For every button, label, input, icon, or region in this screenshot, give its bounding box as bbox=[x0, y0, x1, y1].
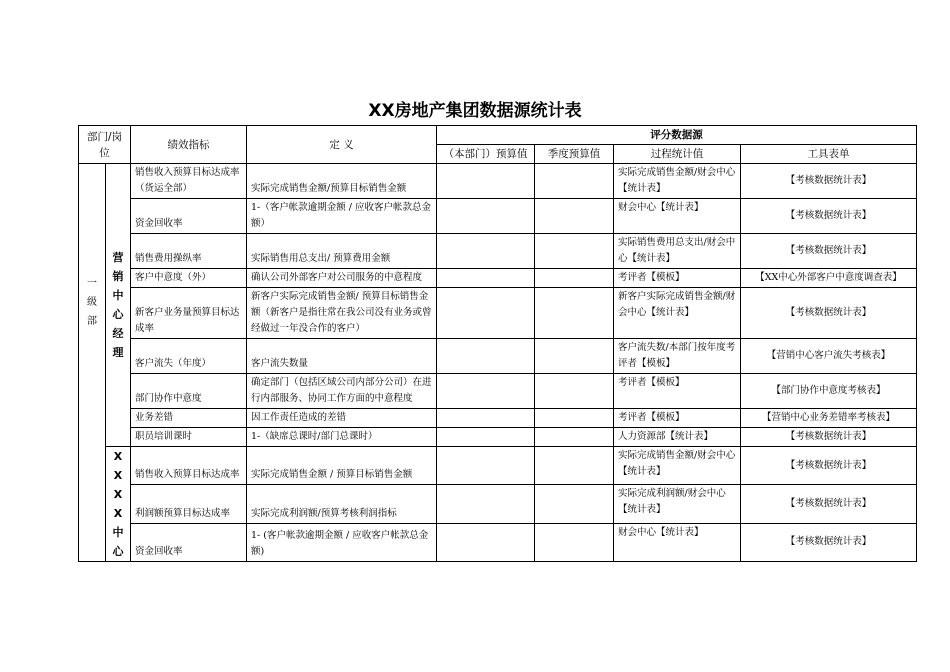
vertical-char: 营 bbox=[112, 251, 124, 264]
tool-cell: 【营销中心客户流失考核表】 bbox=[741, 339, 917, 374]
quarter-budget-cell bbox=[535, 447, 614, 485]
budget-cell bbox=[437, 485, 535, 523]
definition-cell: 1- (客户帐款逾期金额 / 应收客户帐款总金额) bbox=[247, 523, 437, 561]
process-stat-cell: 实际销售费用总支出/财会中心【统计表】 bbox=[614, 234, 741, 269]
vertical-char: 销 bbox=[112, 270, 124, 283]
header-budget: （本部门）预算值 bbox=[437, 145, 535, 164]
header-dept: 部门/岗位 bbox=[79, 126, 131, 164]
tool-cell: 【考核数据统计表】 bbox=[741, 199, 917, 234]
budget-cell bbox=[437, 234, 535, 269]
table-row bbox=[79, 199, 917, 234]
budget-cell bbox=[437, 339, 535, 374]
table-row bbox=[79, 409, 917, 428]
tool-cell: 【考核数据统计表】 bbox=[741, 428, 917, 447]
tool-cell: 【部门协作中意度考核表】 bbox=[741, 374, 917, 409]
indicator-cell: 销售费用操纵率 bbox=[131, 234, 247, 269]
indicator-cell: 职员培训课时 bbox=[131, 428, 247, 447]
quarter-budget-cell bbox=[535, 288, 614, 339]
table-row bbox=[79, 269, 917, 288]
quarter-budget-cell bbox=[535, 523, 614, 561]
vertical-char: 部 bbox=[87, 316, 97, 327]
budget-cell bbox=[437, 447, 535, 485]
definition-cell: 实际完成销售金额 / 预算目标销售金额 bbox=[247, 447, 437, 485]
quarter-budget-cell bbox=[535, 409, 614, 428]
budget-cell bbox=[437, 409, 535, 428]
definition-cell: 新客户实际完成销售金额/ 预算目标销售金额（新客户是指往常在我公司没有业务或曾经做过一年没合作的客户） bbox=[247, 288, 437, 339]
vertical-char: X bbox=[113, 507, 123, 520]
header-source-group: 评分数据源 bbox=[437, 126, 917, 145]
vertical-char: 中 bbox=[112, 526, 124, 539]
quarter-budget-cell bbox=[535, 234, 614, 269]
budget-cell bbox=[437, 164, 535, 199]
budget-cell bbox=[437, 199, 535, 234]
quarter-budget-cell bbox=[535, 428, 614, 447]
definition-cell: 实际完成利润额/预算考核利润指标 bbox=[247, 485, 437, 523]
process-stat-cell: 财会中心【统计表】 bbox=[614, 199, 741, 234]
definition-cell: 确定部门（包括区域公司内部分公司）在进行内部服务、协同工作方面的中意程度 bbox=[247, 374, 437, 409]
quarter-budget-cell bbox=[535, 199, 614, 234]
indicator-cell: 销售收入预算目标达成率（货运全部） bbox=[131, 164, 247, 199]
definition-cell: 实际完成销售金额/预算目标销售金额 bbox=[247, 164, 437, 199]
table-row bbox=[79, 428, 917, 447]
tool-cell: 【考核数据统计表】 bbox=[741, 485, 917, 523]
definition-cell: 实际销售用总支出/ 预算费用金额 bbox=[247, 234, 437, 269]
vertical-char: 心 bbox=[112, 308, 124, 321]
process-stat-cell: 财会中心【统计表】 bbox=[614, 523, 741, 561]
vertical-char: X bbox=[113, 450, 123, 463]
vertical-char: 心 bbox=[112, 545, 124, 558]
header-process-stat: 过程统计值 bbox=[614, 145, 741, 164]
tool-cell: 【考核数据统计表】 bbox=[741, 164, 917, 199]
indicator-cell: 部门协作中意度 bbox=[131, 374, 247, 409]
table-row bbox=[79, 288, 917, 339]
sub-dept-xx-cell bbox=[106, 447, 131, 562]
indicator-cell: 资金回收率 bbox=[131, 523, 247, 561]
vertical-char: 中 bbox=[112, 289, 124, 302]
data-source-table bbox=[78, 125, 917, 562]
indicator-cell: 资金回收率 bbox=[131, 199, 247, 234]
table-row bbox=[79, 339, 917, 374]
quarter-budget-cell bbox=[535, 485, 614, 523]
indicator-cell: 业务差错 bbox=[131, 409, 247, 428]
definition-cell: 1-（缺席总课时/部门总课时） bbox=[247, 428, 437, 447]
table-row bbox=[79, 164, 917, 199]
sub-dept-sales-cell bbox=[106, 164, 131, 447]
sub-dept-sales-label bbox=[106, 248, 130, 362]
tool-cell: 【考核数据统计表】 bbox=[741, 234, 917, 269]
header-indicator: 绩效指标 bbox=[131, 126, 247, 164]
budget-cell bbox=[437, 523, 535, 561]
table-row bbox=[79, 485, 917, 523]
vertical-char: X bbox=[113, 469, 123, 482]
dept-cell bbox=[79, 164, 106, 562]
quarter-budget-cell bbox=[535, 339, 614, 374]
tool-cell: 【考核数据统计表】 bbox=[741, 447, 917, 485]
vertical-char: X bbox=[113, 488, 123, 501]
tool-cell: 【考核数据统计表】 bbox=[741, 523, 917, 561]
process-stat-cell: 考评者【模板】 bbox=[614, 374, 741, 409]
budget-cell bbox=[437, 269, 535, 288]
quarter-budget-cell bbox=[535, 374, 614, 409]
header-definition: 定 义 bbox=[247, 126, 437, 164]
vertical-char: 级 bbox=[87, 297, 97, 308]
vertical-char: 一 bbox=[87, 278, 97, 289]
tool-cell: 【考核数据统计表】 bbox=[741, 288, 917, 339]
vertical-char: 理 bbox=[112, 346, 124, 359]
process-stat-cell: 实际完成销售金额/财会中心【统计表】 bbox=[614, 447, 741, 485]
indicator-cell: 客户流失（年度） bbox=[131, 339, 247, 374]
process-stat-cell: 人力资源部【统计表】 bbox=[614, 428, 741, 447]
budget-cell bbox=[437, 288, 535, 339]
sub-dept-xx-label bbox=[106, 447, 130, 561]
tool-cell: 【XX中心外部客户中意度调查表】 bbox=[741, 269, 917, 288]
process-stat-cell: 新客户实际完成销售金额/财会中心【统计表】 bbox=[614, 288, 741, 339]
dept-label bbox=[79, 274, 105, 331]
process-stat-cell: 考评者【模板】 bbox=[614, 269, 741, 288]
vertical-char: 经 bbox=[112, 327, 124, 340]
table-row bbox=[79, 374, 917, 409]
indicator-cell: 客户中意度（外） bbox=[131, 269, 247, 288]
definition-cell: 因工作责任造成的差错 bbox=[247, 409, 437, 428]
process-stat-cell: 客户流失数/本部门按年度考评者【模板】 bbox=[614, 339, 741, 374]
table-row bbox=[79, 523, 917, 561]
page-title: XX房地产集团数据源统计表 bbox=[368, 101, 582, 121]
tool-cell: 【营销中心业务差错率考核表】 bbox=[741, 409, 917, 428]
quarter-budget-cell bbox=[535, 269, 614, 288]
process-stat-cell: 考评者【模板】 bbox=[614, 409, 741, 428]
process-stat-cell: 实际完成利润额/财会中心【统计表】 bbox=[614, 485, 741, 523]
budget-cell bbox=[437, 374, 535, 409]
definition-cell: 客户流失数量 bbox=[247, 339, 437, 374]
indicator-cell: 新客户业务量预算目标达成率 bbox=[131, 288, 247, 339]
definition-cell: 1-（客户帐款逾期金额 / 应收客户帐款总金额） bbox=[247, 199, 437, 234]
process-stat-cell: 实际完成销售金额/财会中心【统计表】 bbox=[614, 164, 741, 199]
quarter-budget-cell bbox=[535, 164, 614, 199]
budget-cell bbox=[437, 428, 535, 447]
indicator-cell: 销售收入预算目标达成率 bbox=[131, 447, 247, 485]
header-quarter-budget: 季度预算值 bbox=[535, 145, 614, 164]
indicator-cell: 利润额预算目标达成率 bbox=[131, 485, 247, 523]
table-row bbox=[79, 447, 917, 485]
table-row bbox=[79, 234, 917, 269]
definition-cell: 确认公司外部客户对公司服务的中意程度 bbox=[247, 269, 437, 288]
header-tool: 工具表单 bbox=[741, 145, 917, 164]
